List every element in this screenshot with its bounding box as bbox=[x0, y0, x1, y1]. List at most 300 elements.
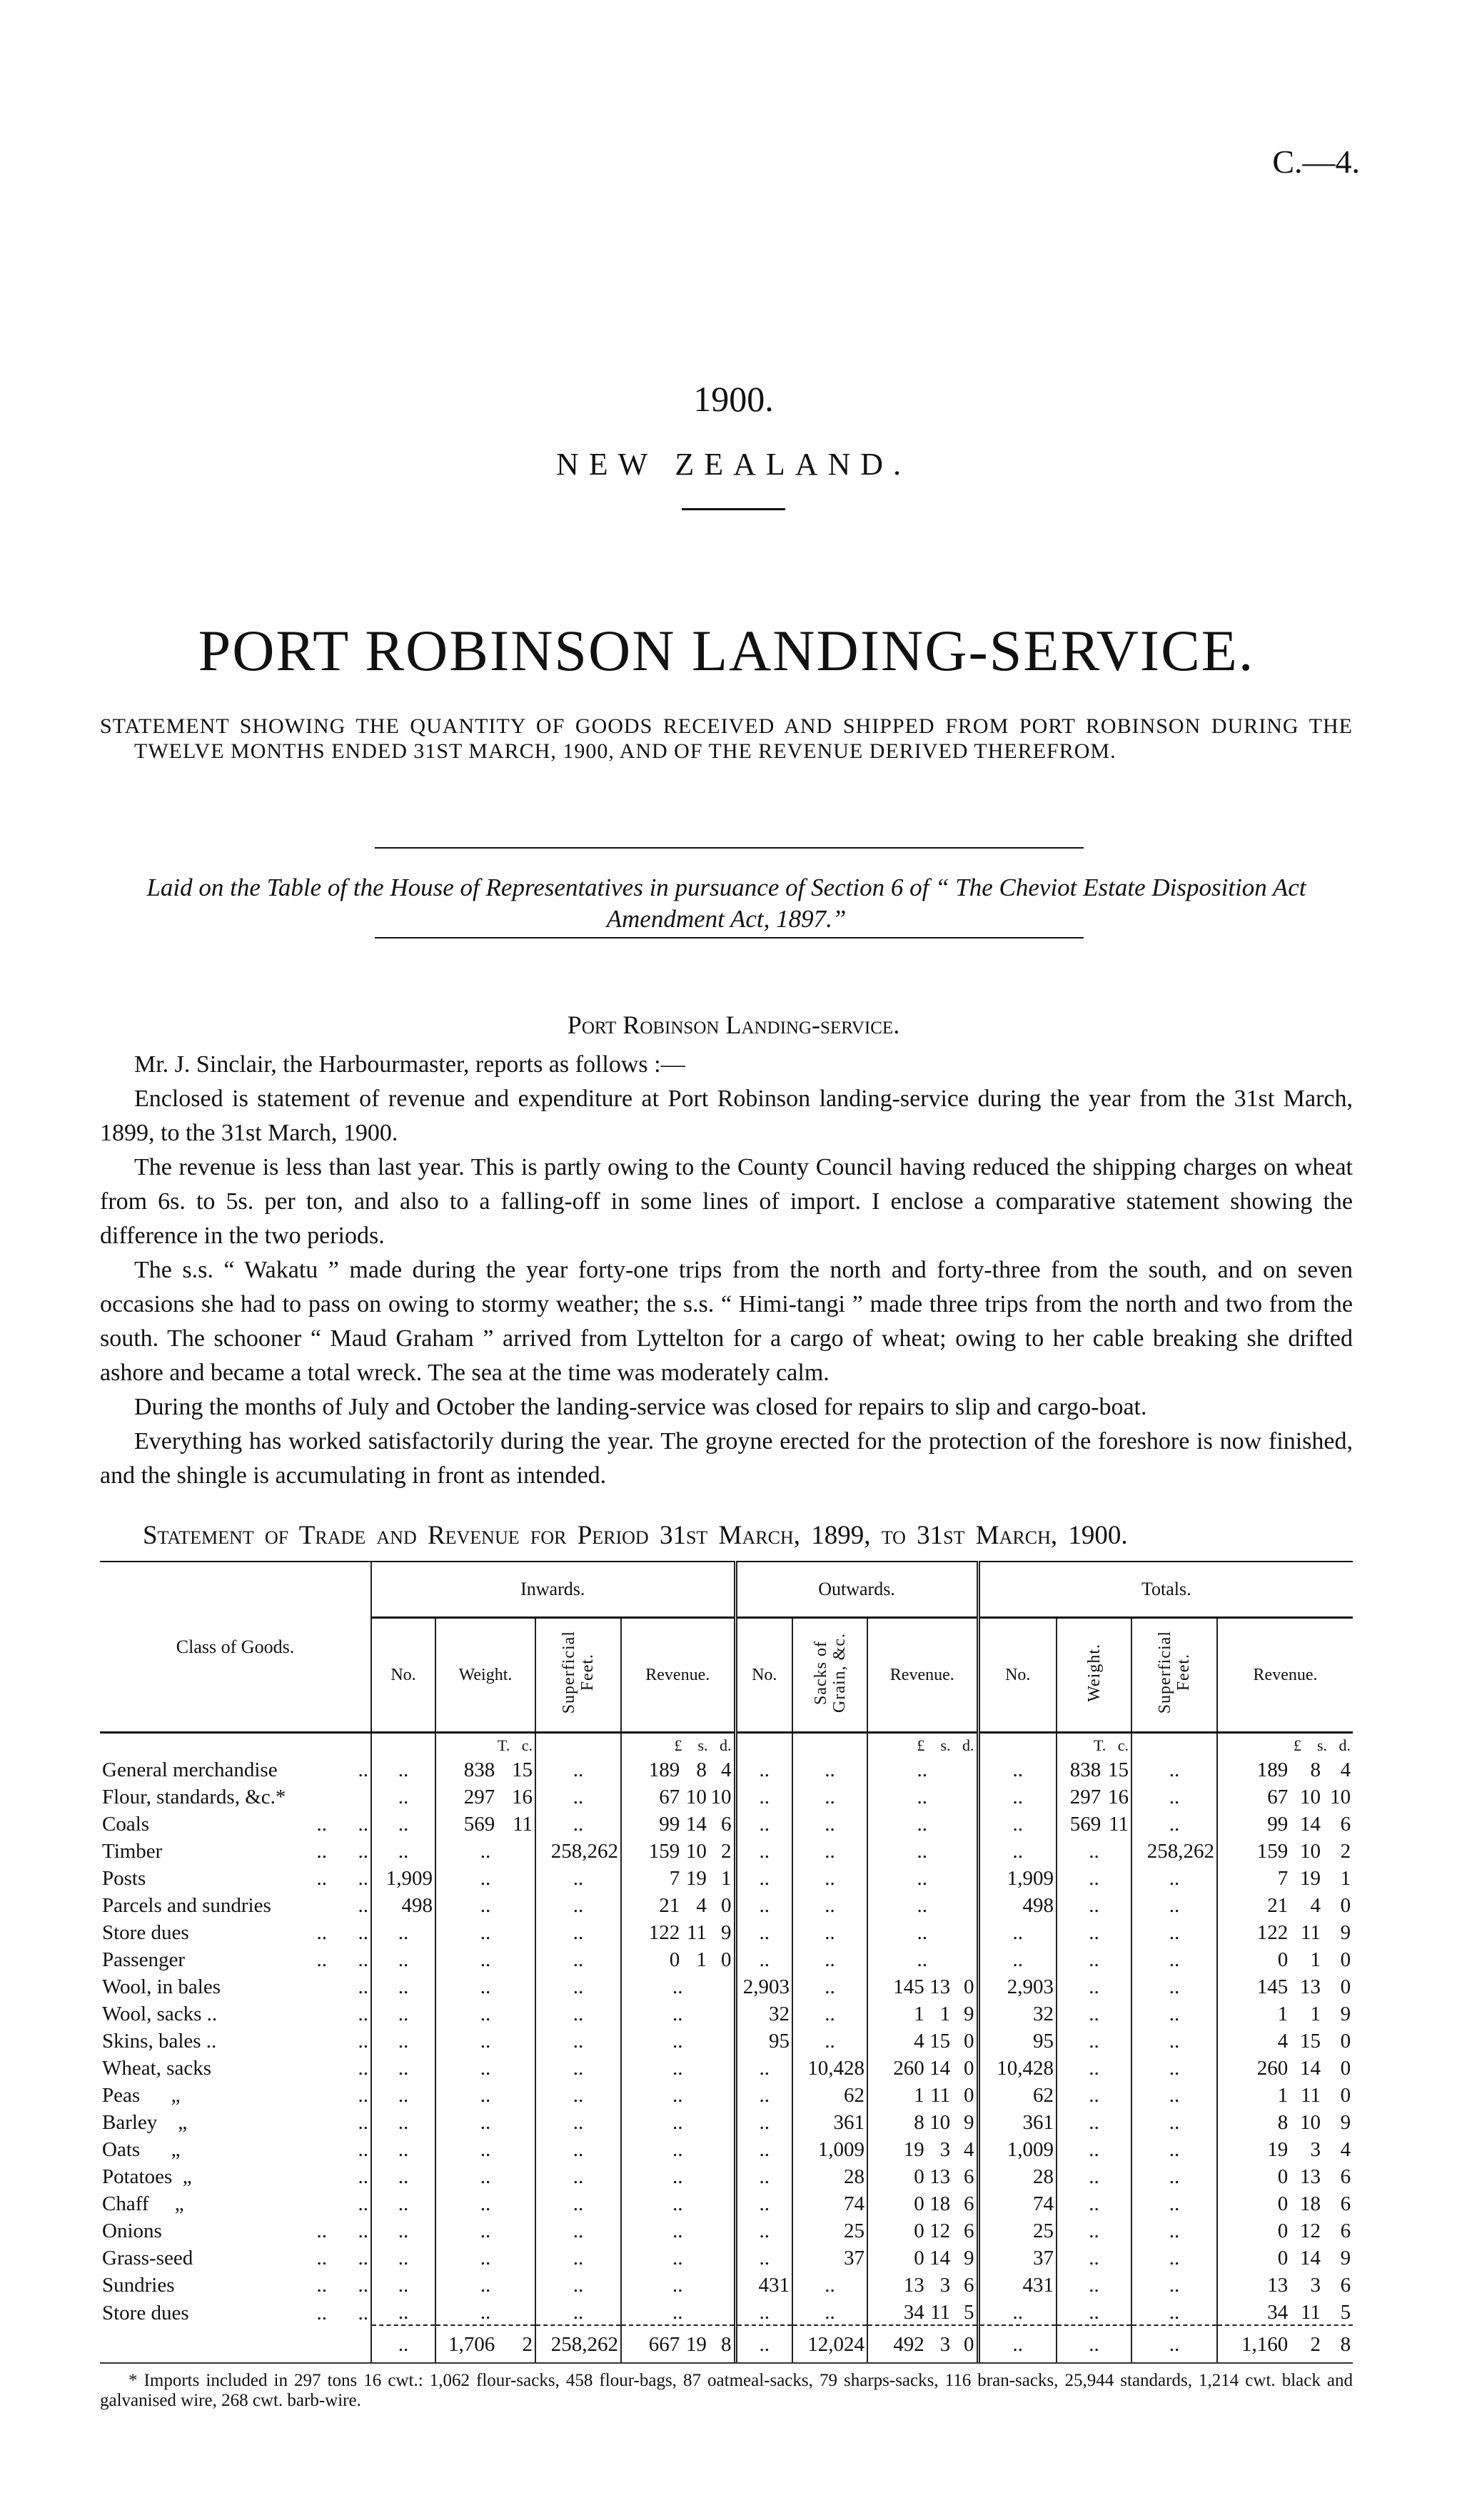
in-no: .. bbox=[371, 2216, 435, 2243]
money-value bbox=[1220, 1758, 1351, 1782]
table-row bbox=[100, 2135, 1353, 2162]
pounds: 260 bbox=[893, 2057, 924, 2080]
in-revenue bbox=[621, 1891, 735, 1918]
goods-label: Wool, sacks .. bbox=[102, 2003, 218, 2025]
pounds: 99 bbox=[1267, 1813, 1289, 1836]
in-superficial-feet: .. bbox=[535, 2080, 621, 2107]
in-revenue: .. bbox=[621, 2135, 735, 2162]
pence: 8 bbox=[721, 2332, 732, 2356]
goods-class bbox=[100, 1755, 371, 1782]
goods-label: Store dues bbox=[102, 2302, 189, 2324]
pence: 0 bbox=[964, 2332, 974, 2356]
goods-label: Posts bbox=[102, 1867, 146, 1890]
pounds: 99 bbox=[659, 1813, 680, 1836]
total-revenue bbox=[1217, 2270, 1353, 2297]
money-value bbox=[624, 1839, 732, 1863]
pounds: 7 bbox=[1277, 1867, 1289, 1890]
pounds: 0 bbox=[1277, 2247, 1289, 2269]
pence: 0 bbox=[964, 1975, 974, 1998]
in-superficial-feet: .. bbox=[535, 1918, 621, 1945]
out-revenue bbox=[867, 2053, 978, 2080]
shillings: 13 bbox=[929, 2165, 951, 2188]
in-no: 1,909 bbox=[371, 1863, 435, 1891]
pounds: 1,160 bbox=[1241, 2332, 1289, 2356]
pence: 6 bbox=[964, 2165, 974, 2188]
table-row bbox=[100, 1863, 1353, 1891]
total-revenue bbox=[1217, 1755, 1353, 1782]
goods-class bbox=[100, 2216, 371, 2243]
total-weight: .. bbox=[1057, 2080, 1131, 2107]
pounds: 8 bbox=[1277, 2111, 1289, 2134]
pounds: 21 bbox=[659, 1894, 680, 1917]
money-value bbox=[870, 2332, 974, 2357]
in-revenue: .. bbox=[621, 2107, 735, 2135]
money-value bbox=[624, 1812, 732, 1836]
paragraph: Everything has worked satisfactorily during the year. The groyne erected for the protection of the foreshore is now finished, and the shingle is accumulating in front as intended. bbox=[100, 1428, 1353, 1489]
goods-class-box bbox=[102, 2083, 368, 2107]
total-superficial-feet: .. bbox=[1131, 1999, 1217, 2026]
in-superficial-feet-total: 258,262 bbox=[535, 2325, 621, 2362]
table-row bbox=[100, 1891, 1353, 1918]
total-weight: .. bbox=[1057, 2135, 1131, 2162]
in-no: .. bbox=[371, 2026, 435, 2053]
shillings: 10 bbox=[685, 1786, 707, 1808]
totals-blank bbox=[100, 2325, 371, 2362]
dot-leader: .. bbox=[358, 2003, 368, 2025]
in-superficial-feet: .. bbox=[535, 2162, 621, 2189]
paragraph: During the months of July and October the landing-service was closed for repairs to slip and cargo-boat. bbox=[134, 1394, 1147, 1420]
shillings: 12 bbox=[1299, 2220, 1321, 2242]
money-value bbox=[1220, 2029, 1351, 2053]
rotated-label: Superficial Feet. bbox=[560, 1631, 597, 1714]
out-no: 431 bbox=[735, 2270, 792, 2297]
out-revenue: .. bbox=[867, 1755, 978, 1782]
out-no: 2,903 bbox=[735, 1972, 792, 1999]
total-weight: .. bbox=[1057, 1863, 1131, 1891]
rotated-label: Sacks of Grain, &c. bbox=[811, 1632, 849, 1713]
out-revenue: .. bbox=[867, 1782, 978, 1809]
goods-class bbox=[100, 2162, 371, 2189]
total-weight: .. bbox=[1057, 1918, 1131, 1945]
goods-class bbox=[100, 1836, 371, 1863]
money-value bbox=[624, 1893, 732, 1918]
shillings: 18 bbox=[929, 2192, 951, 2215]
cwt: 15 bbox=[512, 1759, 533, 1781]
out-no: .. bbox=[735, 1918, 792, 1945]
in-no: .. bbox=[371, 1972, 435, 1999]
money-value bbox=[1220, 1812, 1351, 1836]
shillings: 14 bbox=[929, 2057, 951, 2080]
money-value bbox=[870, 2029, 974, 2053]
out-revenue bbox=[867, 2026, 978, 2053]
goods-class-box bbox=[102, 2137, 368, 2162]
shillings: 1 bbox=[696, 1948, 707, 1971]
dot-leader: .. bbox=[358, 2057, 368, 2080]
in-superficial-feet: .. bbox=[535, 1945, 621, 1972]
goods-class bbox=[100, 2297, 371, 2325]
paragraph: The s.s. “ Wakatu ” made during the year forty-one trips from the north and forty-three from the south, and on seven occasions she had to pass on owing to stormy weather; the s.s. “ Himi-tangi ” made three trips from the north and two from the south. The schooner “ Maud Graham ” arrived from Lyttelton for a cargo of wheat; owing to her cable breaking she drifted ashore and became a total wreck. The sea at the time was moderately calm. bbox=[100, 1257, 1353, 1386]
total-superficial-feet: .. bbox=[1131, 2297, 1217, 2325]
pence: 6 bbox=[1340, 1813, 1351, 1836]
goods-class-box bbox=[102, 2219, 368, 2243]
pounds: 0 bbox=[914, 2192, 924, 2215]
pence: 4 bbox=[1340, 1759, 1351, 1781]
table-row bbox=[100, 1782, 1353, 1809]
total-weight: .. bbox=[1057, 2107, 1131, 2135]
total-no-total: .. bbox=[978, 2325, 1057, 2362]
in-no: .. bbox=[371, 2107, 435, 2135]
dot-leader: .. bbox=[358, 2192, 368, 2215]
shillings: 15 bbox=[1299, 2030, 1321, 2053]
total-superficial-feet: .. bbox=[1131, 2107, 1217, 2135]
trade-revenue-table bbox=[100, 1561, 1353, 2362]
total-weight: .. bbox=[1057, 2189, 1131, 2216]
dot-leader: .. bbox=[358, 1975, 368, 1998]
goods-class-box bbox=[102, 2301, 368, 2325]
goods-label: Flour, standards, &c.* bbox=[102, 1786, 286, 1808]
out-revenue-header: Revenue. bbox=[867, 1618, 978, 1733]
in-superficial-feet: .. bbox=[535, 2026, 621, 2053]
weight-value bbox=[438, 2332, 533, 2357]
goods-label: Potatoes „ bbox=[102, 2165, 192, 2188]
pounds: 0 bbox=[669, 1948, 680, 1971]
pounds: 4 bbox=[1277, 2030, 1289, 2053]
pence: 0 bbox=[1340, 2030, 1351, 2053]
in-weight: .. bbox=[435, 2216, 535, 2243]
in-revenue-header: Revenue. bbox=[621, 1618, 735, 1733]
shillings: 1 bbox=[939, 2003, 951, 2025]
total-revenue bbox=[1217, 1918, 1353, 1945]
total-superficial-feet: .. bbox=[1131, 1755, 1217, 1782]
out-no: .. bbox=[735, 1755, 792, 1782]
pounds: 492 bbox=[893, 2332, 924, 2356]
pounds: 67 bbox=[1267, 1786, 1289, 1808]
goods-class-box bbox=[102, 2273, 368, 2297]
in-no: .. bbox=[371, 1782, 435, 1809]
total-superficial-feet-header bbox=[1131, 1618, 1217, 1733]
in-weight bbox=[435, 1809, 535, 1836]
total-no: 361 bbox=[978, 2107, 1057, 2135]
out-sacks-total: 12,024 bbox=[792, 2325, 867, 2362]
shillings: 10 bbox=[929, 2111, 951, 2134]
in-superficial-feet: .. bbox=[535, 2053, 621, 2080]
goods-class bbox=[100, 1891, 371, 1918]
out-no-unit bbox=[735, 1733, 792, 1756]
cwt: 2 bbox=[522, 2332, 533, 2356]
total-weight: .. bbox=[1057, 2026, 1131, 2053]
shillings: 3 bbox=[939, 2138, 951, 2161]
shillings: 14 bbox=[1299, 2057, 1321, 2080]
out-sacks: 10,428 bbox=[792, 2053, 867, 2080]
in-superficial-feet: .. bbox=[535, 1782, 621, 1809]
cwt: 16 bbox=[512, 1786, 533, 1808]
money-value bbox=[870, 2056, 974, 2080]
out-sacks-header bbox=[792, 1618, 867, 1733]
in-no: .. bbox=[371, 2189, 435, 2216]
total-weight: .. bbox=[1057, 2297, 1131, 2325]
pence: 0 bbox=[1340, 2084, 1351, 2107]
total-no: 1,009 bbox=[978, 2135, 1057, 2162]
in-weight: .. bbox=[435, 1918, 535, 1945]
total-revenue bbox=[1217, 1891, 1353, 1918]
goods-class-box bbox=[102, 2056, 368, 2080]
total-revenue bbox=[1217, 1945, 1353, 1972]
total-weight: .. bbox=[1057, 2270, 1131, 2297]
in-superficial-feet: .. bbox=[535, 2270, 621, 2297]
totals-header: Totals. bbox=[978, 1562, 1353, 1618]
pounds: 122 bbox=[1256, 1921, 1289, 1944]
report-body bbox=[100, 1048, 1353, 1493]
in-superficial-feet-unit bbox=[535, 1733, 621, 1756]
out-revenue bbox=[867, 2216, 978, 2243]
goods-class bbox=[100, 1945, 371, 1972]
in-no: .. bbox=[371, 2243, 435, 2270]
out-revenue bbox=[867, 1972, 978, 1999]
money-value bbox=[1220, 1839, 1351, 1863]
dot-leader: .. bbox=[358, 2138, 368, 2161]
in-superficial-feet: .. bbox=[535, 1999, 621, 2026]
pence: 9 bbox=[964, 2111, 974, 2134]
totals-row bbox=[100, 2325, 1353, 2362]
shillings: 11 bbox=[930, 2084, 951, 2107]
pence: 1 bbox=[721, 1867, 732, 1890]
total-revenue bbox=[1217, 1972, 1353, 1999]
total-weight-unit: T. c. bbox=[1057, 1733, 1131, 1756]
dot-leader: .. .. bbox=[316, 1948, 368, 1971]
total-weight-header bbox=[1057, 1618, 1131, 1733]
in-weight: .. bbox=[435, 2026, 535, 2053]
shillings: 11 bbox=[686, 1921, 707, 1944]
pence: 0 bbox=[1340, 1894, 1351, 1917]
money-value bbox=[870, 2110, 974, 2135]
total-superficial-feet: .. bbox=[1131, 2135, 1217, 2162]
out-no-header: No. bbox=[735, 1618, 792, 1733]
pounds: 145 bbox=[1256, 1975, 1289, 1998]
goods-label: Timber bbox=[102, 1840, 163, 1863]
shillings: 3 bbox=[939, 2332, 951, 2356]
money-value bbox=[870, 2083, 974, 2107]
money-value bbox=[1220, 1975, 1351, 1999]
total-revenue bbox=[1217, 2189, 1353, 2216]
out-sacks: 361 bbox=[792, 2107, 867, 2135]
pounds: 34 bbox=[903, 2301, 924, 2324]
tons: 297 bbox=[463, 1786, 495, 1808]
pounds: 667 bbox=[648, 2332, 680, 2356]
group-header-row bbox=[100, 1562, 1353, 1618]
out-revenue: .. bbox=[867, 1918, 978, 1945]
in-revenue bbox=[621, 1755, 735, 1782]
shillings: 19 bbox=[1299, 1867, 1321, 1890]
total-superficial-feet: .. bbox=[1131, 2243, 1217, 2270]
shillings: 10 bbox=[1299, 1840, 1321, 1863]
out-no: .. bbox=[735, 2216, 792, 2243]
pounds: 189 bbox=[1256, 1759, 1289, 1781]
in-revenue bbox=[621, 1918, 735, 1945]
in-superficial-feet: .. bbox=[535, 2297, 621, 2325]
document-code: C.—4. bbox=[1272, 143, 1360, 180]
total-revenue bbox=[1217, 2080, 1353, 2107]
money-value bbox=[1220, 2056, 1351, 2080]
out-revenue: .. bbox=[867, 1836, 978, 1863]
total-no: 28 bbox=[978, 2162, 1057, 2189]
out-no: .. bbox=[735, 1863, 792, 1891]
pence: 4 bbox=[1340, 2138, 1351, 2161]
total-no-unit bbox=[978, 1733, 1057, 1756]
pence: 5 bbox=[964, 2301, 974, 2324]
goods-label: Store dues bbox=[102, 1921, 189, 1944]
goods-class bbox=[100, 2243, 371, 2270]
goods-label: Skins, bales .. bbox=[102, 2030, 217, 2053]
out-revenue: .. bbox=[867, 1863, 978, 1891]
out-no: .. bbox=[735, 2053, 792, 2080]
goods-class bbox=[100, 2026, 371, 2053]
in-no: .. bbox=[371, 1999, 435, 2026]
pence: 6 bbox=[964, 2274, 974, 2297]
dot-leader: .. .. bbox=[316, 2247, 368, 2269]
in-no: .. bbox=[371, 2270, 435, 2297]
shillings: 2 bbox=[1310, 2332, 1321, 2356]
table-row bbox=[100, 1918, 1353, 1945]
out-sacks-unit bbox=[792, 1733, 867, 1756]
goods-class-box bbox=[102, 1839, 368, 1863]
money-value bbox=[1220, 2219, 1351, 2243]
total-weight bbox=[1057, 1755, 1131, 1782]
money-value bbox=[870, 2273, 974, 2297]
in-revenue: .. bbox=[621, 2162, 735, 2189]
shillings: 11 bbox=[1301, 1921, 1321, 1944]
paragraph: The revenue is less than last year. This is partly owing to the County Council having reduced the shipping charges on wheat from 6s. to 5s. per ton, and also to a falling-off in some lines of import. I enclose a comparative statement showing the difference in the two periods. bbox=[100, 1154, 1353, 1249]
in-revenue: .. bbox=[621, 2189, 735, 2216]
out-no: .. bbox=[735, 2080, 792, 2107]
out-no: .. bbox=[735, 1782, 792, 1809]
goods-class-box bbox=[102, 2110, 368, 2135]
table-row bbox=[100, 2107, 1353, 2135]
out-sacks: 74 bbox=[792, 2189, 867, 2216]
goods-class bbox=[100, 1972, 371, 1999]
money-value bbox=[870, 1975, 974, 1999]
table-title: Statement of Trade and Revenue for Period 31st March, 1899, to 31st March, 1900. bbox=[143, 1521, 1128, 1550]
in-weight-unit: T. c. bbox=[435, 1733, 535, 1756]
goods-class-box bbox=[102, 1948, 368, 1972]
pounds: 8 bbox=[914, 2111, 924, 2134]
in-revenue bbox=[621, 1809, 735, 1836]
in-weight: .. bbox=[435, 2080, 535, 2107]
weight-value bbox=[1059, 1758, 1129, 1782]
total-revenue bbox=[1217, 1999, 1353, 2026]
dot-leader: .. bbox=[358, 2165, 368, 2188]
goods-class bbox=[100, 2107, 371, 2135]
out-revenue bbox=[867, 2243, 978, 2270]
in-no: .. bbox=[371, 2053, 435, 2080]
table-row bbox=[100, 2162, 1353, 2189]
goods-label: Wool, in bales bbox=[102, 1975, 221, 1998]
pounds: 0 bbox=[914, 2247, 924, 2269]
class-of-goods-header: Class of Goods. bbox=[176, 1636, 295, 1657]
in-no: .. bbox=[371, 1809, 435, 1836]
pounds: 1 bbox=[914, 2084, 924, 2107]
divider bbox=[100, 2362, 1353, 2364]
cwt: 11 bbox=[513, 1813, 533, 1836]
money-value bbox=[1220, 2300, 1351, 2324]
in-superficial-feet: .. bbox=[535, 1891, 621, 1918]
shillings: 4 bbox=[696, 1894, 707, 1917]
total-no: .. bbox=[978, 1945, 1057, 1972]
total-superficial-feet: .. bbox=[1131, 1945, 1217, 1972]
money-value bbox=[870, 2219, 974, 2243]
out-sacks: .. bbox=[792, 1782, 867, 1809]
pounds: 34 bbox=[1267, 2301, 1289, 2324]
shillings: 8 bbox=[1310, 1759, 1321, 1781]
pounds: 0 bbox=[1277, 2165, 1289, 2188]
out-no: 32 bbox=[735, 1999, 792, 2026]
money-value bbox=[1220, 2165, 1351, 2189]
dot-leader: .. .. bbox=[316, 1921, 368, 1944]
in-no-unit bbox=[371, 1733, 435, 1756]
shillings: 14 bbox=[1299, 2247, 1321, 2269]
shillings: 18 bbox=[1299, 2192, 1321, 2215]
out-sacks: .. bbox=[792, 1836, 867, 1863]
shillings: 12 bbox=[929, 2220, 951, 2242]
shillings: 1 bbox=[1310, 2003, 1321, 2025]
goods-class bbox=[100, 2270, 371, 2297]
in-revenue: .. bbox=[621, 1972, 735, 1999]
shillings: 10 bbox=[685, 1840, 707, 1863]
out-no: .. bbox=[735, 2135, 792, 2162]
out-no-total: .. bbox=[735, 2325, 792, 2362]
money-value bbox=[1220, 2246, 1351, 2270]
total-revenue-unit: £ s. d. bbox=[1217, 1733, 1353, 1756]
table-row bbox=[100, 1836, 1353, 1863]
in-weight: .. bbox=[435, 2135, 535, 2162]
goods-label: Peas „ bbox=[102, 2084, 181, 2107]
pence: 0 bbox=[1340, 2057, 1351, 2080]
shillings: 13 bbox=[1299, 2165, 1321, 2188]
total-superficial-feet: .. bbox=[1131, 2189, 1217, 2216]
weight-value bbox=[438, 1812, 533, 1836]
pence: 9 bbox=[1340, 1921, 1351, 1944]
pounds: 0 bbox=[1277, 2220, 1289, 2242]
pounds: 159 bbox=[648, 1840, 680, 1863]
pence: 6 bbox=[1340, 2220, 1351, 2242]
in-weight: .. bbox=[435, 2270, 535, 2297]
table-row bbox=[100, 2270, 1353, 2297]
pence: 0 bbox=[964, 2084, 974, 2107]
total-revenue bbox=[1217, 2026, 1353, 2053]
goods-class bbox=[100, 2053, 371, 2080]
weight-value bbox=[438, 1758, 533, 1782]
total-superficial-feet: .. bbox=[1131, 2053, 1217, 2080]
laid-on-table-note: Laid on the Table of the House of Representatives in pursuance of Section 6 of “ The Cheviot Estate Disposition Act Amendment Act, 1897.” bbox=[146, 874, 1306, 933]
shillings: 14 bbox=[1299, 1813, 1321, 1836]
pounds: 7 bbox=[669, 1867, 680, 1890]
weight-value bbox=[1059, 1785, 1129, 1809]
total-superficial-feet: .. bbox=[1131, 2270, 1217, 2297]
shillings: 8 bbox=[696, 1759, 707, 1781]
pence: 0 bbox=[964, 2057, 974, 2080]
shillings: 14 bbox=[685, 1813, 707, 1836]
goods-class bbox=[100, 1863, 371, 1891]
total-no: 10,428 bbox=[978, 2053, 1057, 2080]
in-weight: .. bbox=[435, 2297, 535, 2325]
total-weight: .. bbox=[1057, 2216, 1131, 2243]
money-value bbox=[1220, 1866, 1351, 1891]
total-revenue bbox=[1217, 2135, 1353, 2162]
total-superficial-feet: .. bbox=[1131, 1891, 1217, 1918]
shillings: 11 bbox=[1301, 2084, 1321, 2107]
goods-label: Parcels and sundries bbox=[102, 1894, 271, 1917]
in-no: .. bbox=[371, 1755, 435, 1782]
tons: 569 bbox=[1069, 1813, 1101, 1836]
